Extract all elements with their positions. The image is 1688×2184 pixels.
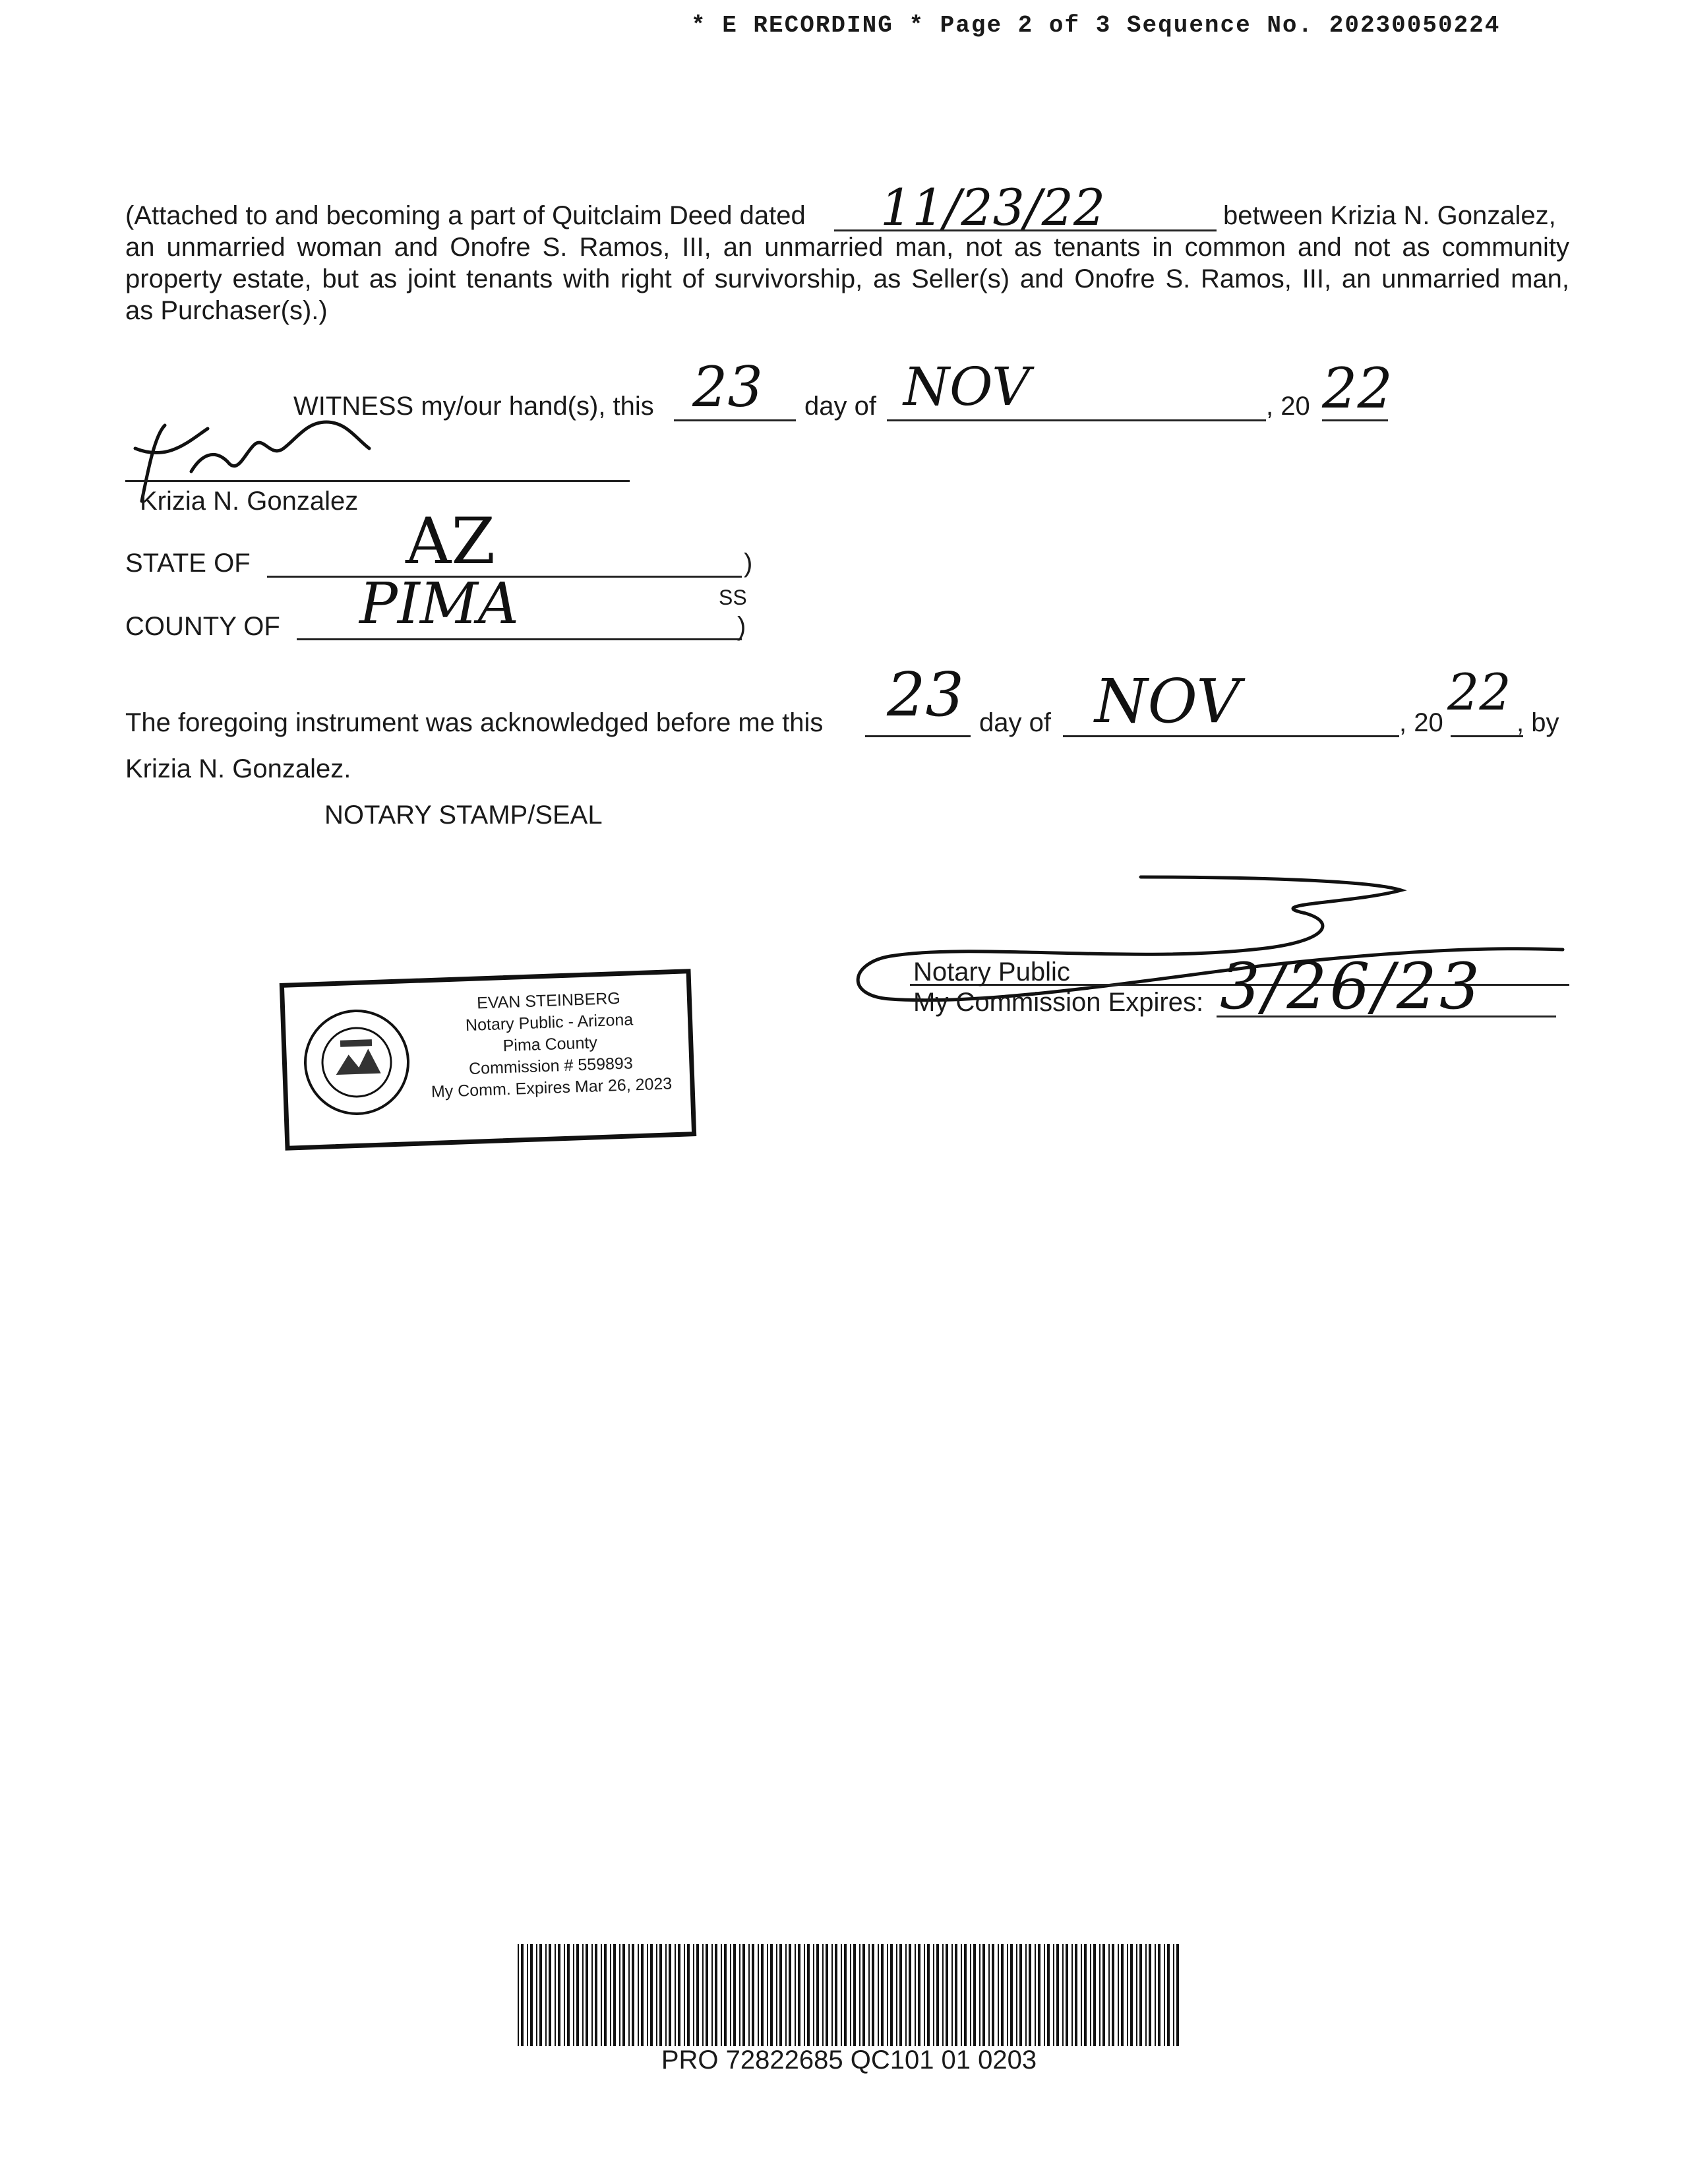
barcode-bar <box>992 1944 994 2046</box>
barcode-bar <box>1056 1944 1059 2046</box>
barcode-bar <box>641 1944 644 2046</box>
barcode-bar <box>905 1944 907 2046</box>
stamp-expires: My Comm. Expires Mar 26, 2023 <box>431 1074 673 1102</box>
barcode-bar <box>804 1944 805 2046</box>
witness-day-handwritten: 23 <box>692 355 763 419</box>
witness-day-of: day of <box>804 392 876 421</box>
barcode-bar <box>669 1944 671 2046</box>
barcode-bar <box>742 1944 745 2046</box>
barcode-bar <box>1053 1944 1054 2046</box>
deed-date-handwritten: 11/23/22 <box>880 178 1106 237</box>
barcode-bar <box>795 1944 796 2046</box>
barcode-bar <box>564 1944 565 2046</box>
barcode-bar <box>878 1944 879 2046</box>
barcode-bar <box>545 1944 547 2046</box>
barcode-bar <box>536 1944 537 2046</box>
barcode-bar <box>591 1944 593 2046</box>
witness-prefix: WITNESS my/our hand(s), this <box>293 392 654 421</box>
barcode-bar <box>678 1944 680 2046</box>
barcode-bar <box>767 1944 768 2046</box>
barcode-bar <box>733 1944 736 2046</box>
barcode-label: PRO 72822685 QC101 01 0203 <box>661 2046 1037 2075</box>
stamp-county: Pima County <box>502 1033 598 1056</box>
notary-public-label: Notary Public <box>913 957 1070 986</box>
barcode-bar <box>1102 1944 1105 2046</box>
barcode-bar <box>779 1944 782 2046</box>
barcode-bar <box>1090 1944 1091 2046</box>
witness-month-line <box>887 419 1266 421</box>
barcode-bar <box>918 1944 920 2046</box>
attachment-line4: as Purchaser(s).) <box>125 296 328 325</box>
barcode-bar <box>610 1944 611 2046</box>
barcode-bar <box>813 1944 814 2046</box>
barcode-bar <box>758 1944 759 2046</box>
notary-stamp-label: NOTARY STAMP/SEAL <box>324 801 603 830</box>
barcode-bar <box>539 1944 542 2046</box>
barcode-bar <box>868 1944 870 2046</box>
barcode-bar <box>1044 1944 1045 2046</box>
barcode-bar <box>555 1944 556 2046</box>
barcode-bar <box>582 1944 584 2046</box>
barcode-bar <box>567 1944 570 2046</box>
state-handwritten: AZ <box>406 504 496 578</box>
barcode-bar <box>1158 1944 1160 2046</box>
barcode-bar <box>955 1944 957 2046</box>
barcode-bar <box>1155 1944 1156 2046</box>
barcode-bar <box>739 1944 740 2046</box>
barcode-bar <box>1149 1944 1151 2046</box>
barcode-bar <box>715 1944 717 2046</box>
barcode-bar <box>896 1944 897 2046</box>
barcode-bar <box>619 1944 620 2046</box>
barcode-bar <box>693 1944 694 2046</box>
stamp-name: EVAN STEINBERG <box>476 988 621 1013</box>
witness-year-handwritten: 22 <box>1322 356 1393 421</box>
barcode-bar <box>647 1944 648 2046</box>
barcode-bar <box>1075 1944 1077 2046</box>
county-handwritten: PIMA <box>359 571 520 637</box>
barcode-bar <box>826 1944 828 2046</box>
attachment-line3: property estate, but as joint tenants with right of survivorship, as Seller(s) and Onofre S. Ramos, III, an unmarried man, <box>125 264 1569 293</box>
barcode-bar <box>696 1944 699 2046</box>
ack-year-line <box>1451 735 1523 737</box>
barcode-bar <box>998 1944 999 2046</box>
barcode-bar <box>1093 1944 1096 2046</box>
barcode-bar <box>628 1944 630 2046</box>
barcode-bar <box>527 1944 528 2046</box>
ack-year-handwritten: 22 <box>1447 663 1511 721</box>
ack-month-handwritten: NOV <box>1095 666 1240 737</box>
barcode-bar <box>1173 1944 1174 2046</box>
barcode-bar <box>1164 1944 1165 2046</box>
barcode-bar <box>859 1944 860 2046</box>
barcode-bar <box>656 1944 657 2046</box>
barcode-bar <box>601 1944 602 2046</box>
barcode-bar <box>909 1944 911 2046</box>
ss-mark: SS <box>719 586 747 609</box>
county-line <box>297 638 742 640</box>
barcode-bar <box>850 1944 851 2046</box>
barcode-bar <box>1066 1944 1068 2046</box>
barcode-bar <box>687 1944 690 2046</box>
barcode-bar <box>1001 1944 1004 2046</box>
barcode-bar <box>549 1944 551 2046</box>
barcode-bar <box>1062 1944 1064 2046</box>
barcode-bar <box>518 1944 519 2046</box>
barcode-bar <box>890 1944 893 2046</box>
ack-name-line: Krizia N. Gonzalez. <box>125 754 351 783</box>
barcode-bar <box>1010 1944 1013 2046</box>
barcode-bar <box>988 1944 990 2046</box>
witness-month-handwritten: NOV <box>903 356 1030 417</box>
barcode-bar <box>899 1944 902 2046</box>
barcode-bar <box>576 1944 579 2046</box>
barcode-bar <box>785 1944 787 2046</box>
barcode-bar <box>936 1944 939 2046</box>
state-paren: ) <box>744 549 753 578</box>
barcode-bar <box>721 1944 722 2046</box>
barcode-bar <box>807 1944 810 2046</box>
ack-by: , by <box>1517 708 1559 737</box>
barcode-bar <box>1136 1944 1137 2046</box>
barcode-bar <box>1145 1944 1147 2046</box>
barcode-bar <box>961 1944 962 2046</box>
barcode-bar <box>1176 1944 1179 2046</box>
barcode-bar <box>595 1944 597 2046</box>
state-label: STATE OF <box>125 549 251 578</box>
barcode-bar <box>841 1944 842 2046</box>
barcode-bar <box>770 1944 773 2046</box>
barcode-bar <box>831 1944 833 2046</box>
barcode-bar <box>730 1944 731 2046</box>
barcode-bar <box>632 1944 634 2046</box>
barcode-bar <box>933 1944 934 2046</box>
barcode-bar <box>650 1944 653 2046</box>
barcode-bar <box>924 1944 925 2046</box>
barcode-bar <box>982 1944 985 2046</box>
barcode-bar <box>973 1944 976 2046</box>
barcode-bar <box>1025 1944 1027 2046</box>
barcode-bar <box>665 1944 667 2046</box>
barcode-bar <box>530 1944 533 2046</box>
barcode-bar <box>638 1944 639 2046</box>
barcode-bar <box>604 1944 607 2046</box>
barcode-bar <box>835 1944 837 2046</box>
barcode-bar <box>776 1944 777 2046</box>
county-label: COUNTY OF <box>125 612 280 641</box>
barcode-bar <box>816 1944 819 2046</box>
barcode <box>518 1944 1180 2046</box>
ack-prefix: The foregoing instrument was acknowledged before me this <box>125 708 824 737</box>
barcode-bar <box>1108 1944 1110 2046</box>
barcode-bar <box>1016 1944 1017 2046</box>
county-paren: ) <box>737 612 746 641</box>
barcode-bar <box>862 1944 865 2046</box>
barcode-bar <box>521 1944 524 2046</box>
barcode-bar <box>1007 1944 1008 2046</box>
ack-day-line <box>865 735 971 737</box>
notary-stamp <box>280 969 696 1151</box>
barcode-bar <box>622 1944 625 2046</box>
barcode-bar <box>915 1944 916 2046</box>
barcode-bar <box>748 1944 750 2046</box>
ack-year-prefix: , 20 <box>1399 708 1443 737</box>
barcode-bar <box>887 1944 888 2046</box>
barcode-bar <box>1121 1944 1124 2046</box>
arizona-seal-icon <box>301 1006 413 1119</box>
barcode-bar <box>964 1944 967 2046</box>
barcode-bar <box>761 1944 764 2046</box>
barcode-bar <box>558 1944 560 2046</box>
barcode-bar <box>1118 1944 1119 2046</box>
barcode-bar <box>1167 1944 1170 2046</box>
barcode-bar <box>798 1944 800 2046</box>
barcode-bar <box>822 1944 824 2046</box>
barcode-bar <box>724 1944 727 2046</box>
barcode-bar <box>881 1944 884 2046</box>
ack-day-of: day of <box>979 708 1051 737</box>
barcode-bar <box>970 1944 971 2046</box>
barcode-bar <box>573 1944 574 2046</box>
barcode-bar <box>684 1944 685 2046</box>
witness-day-line <box>674 419 796 421</box>
recording-header: * E RECORDING * Page 2 of 3 Sequence No. 20230050224 <box>691 12 1501 39</box>
barcode-bar <box>1081 1944 1082 2046</box>
attachment-line1-end: between Krizia N. Gonzalez, <box>1223 201 1556 230</box>
barcode-bar <box>1130 1944 1133 2046</box>
barcode-bar <box>844 1944 847 2046</box>
barcode-bar <box>927 1944 930 2046</box>
barcode-bar <box>946 1944 948 2046</box>
barcode-bar <box>586 1944 588 2046</box>
barcode-bar <box>675 1944 676 2046</box>
barcode-bar <box>872 1944 874 2046</box>
commission-expires-label: My Commission Expires: <box>913 988 1204 1017</box>
barcode-bar <box>613 1944 616 2046</box>
barcode-bar <box>942 1944 944 2046</box>
barcode-bar <box>1084 1944 1087 2046</box>
signer-name: Krizia N. Gonzalez <box>140 487 359 516</box>
commission-date-handwritten: 3/26/23 <box>1220 950 1483 1023</box>
barcode-bar <box>711 1944 713 2046</box>
barcode-bar <box>951 1944 953 2046</box>
witness-year-prefix: , 20 <box>1266 392 1310 421</box>
barcode-bar <box>1047 1944 1050 2046</box>
barcode-bar <box>1071 1944 1073 2046</box>
barcode-bar <box>1035 1944 1036 2046</box>
barcode-bar <box>853 1944 856 2046</box>
barcode-bar <box>1029 1944 1031 2046</box>
signature-line <box>125 480 630 482</box>
barcode-bar <box>1112 1944 1114 2046</box>
barcode-bar <box>1139 1944 1142 2046</box>
barcode-bar <box>789 1944 791 2046</box>
barcode-bar <box>752 1944 754 2046</box>
barcode-bar <box>1099 1944 1100 2046</box>
barcode-bar <box>702 1944 704 2046</box>
barcode-bar <box>659 1944 662 2046</box>
ack-day-handwritten: 23 <box>887 659 965 730</box>
attachment-line2: an unmarried woman and Onofre S. Ramos, III, an unmarried man, not as tenants in common and not as community <box>125 233 1569 262</box>
barcode-bar <box>1019 1944 1022 2046</box>
stamp-title: Notary Public - Arizona <box>465 1010 634 1035</box>
stamp-commission-no: Commission # 559893 <box>468 1054 634 1079</box>
barcode-bar <box>706 1944 708 2046</box>
barcode-bar <box>979 1944 980 2046</box>
barcode-bar <box>1038 1944 1040 2046</box>
barcode-bar <box>1127 1944 1128 2046</box>
attachment-prefix: (Attached to and becoming a part of Quitclaim Deed dated <box>125 201 806 230</box>
